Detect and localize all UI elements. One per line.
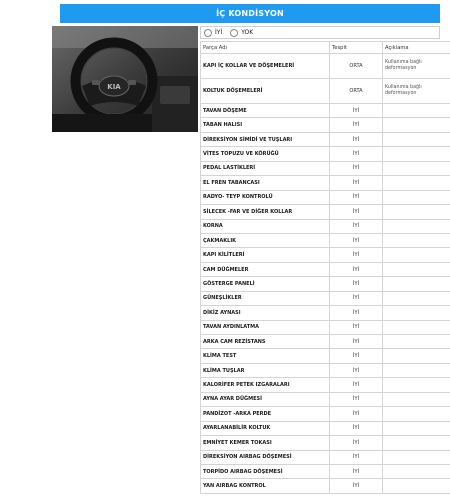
radio-label-none: YOK xyxy=(241,29,254,36)
table-row xyxy=(201,176,450,190)
part-name: KAPI İÇ KOLLAR VE DÖŞEMELERİ xyxy=(201,54,330,79)
table-row xyxy=(201,335,450,349)
table-row xyxy=(201,436,450,450)
part-note xyxy=(383,147,450,161)
header-status: Tespit xyxy=(330,42,383,54)
radio-option-good[interactable] xyxy=(204,29,222,37)
part-name: EMNİYET KEMER TOKASI xyxy=(201,436,330,450)
part-name: KLİMA TUŞLAR xyxy=(201,363,330,377)
part-name: ARKA CAM REZİSTANS xyxy=(201,335,330,349)
part-status: İYİ xyxy=(330,176,383,190)
part-note xyxy=(383,335,450,349)
part-name: KAPI KİLİTLERİ xyxy=(201,248,330,262)
part-status: İYİ xyxy=(330,464,383,478)
part-status: İYİ xyxy=(330,378,383,392)
part-note xyxy=(383,407,450,421)
part-status: İYİ xyxy=(330,277,383,291)
part-note xyxy=(383,132,450,146)
part-name: TABAN HALISI xyxy=(201,118,330,132)
table-row xyxy=(201,291,450,305)
part-name: AYARLANABİLİR KOLTUK xyxy=(201,421,330,435)
part-status: İYİ xyxy=(330,118,383,132)
part-status: İYİ xyxy=(330,205,383,219)
part-status: ORTA xyxy=(330,54,383,79)
condition-radio-group xyxy=(200,26,440,39)
part-note: Kullanıma bağlı deformasyon xyxy=(383,54,450,79)
part-note xyxy=(383,248,450,262)
part-name: ÇAKMAKLIK xyxy=(201,233,330,247)
part-name: KLİMA TEST xyxy=(201,349,330,363)
part-status: İYİ xyxy=(330,248,383,262)
part-name: SİLECEK -FAR VE DİĞER KOLLAR xyxy=(201,205,330,219)
part-status: İYİ xyxy=(330,450,383,464)
part-note xyxy=(383,291,450,305)
part-name: PANDİZOT -ARKA PERDE xyxy=(201,407,330,421)
part-note xyxy=(383,190,450,204)
part-status: İYİ xyxy=(330,335,383,349)
part-note xyxy=(383,378,450,392)
table-row xyxy=(201,161,450,175)
part-status: İYİ xyxy=(330,436,383,450)
part-status: İYİ xyxy=(330,104,383,118)
part-status: İYİ xyxy=(330,161,383,175)
table-row xyxy=(201,421,450,435)
part-status: İYİ xyxy=(330,147,383,161)
table-header-row xyxy=(201,42,450,54)
part-note xyxy=(383,349,450,363)
table-row xyxy=(201,118,450,132)
table-row xyxy=(201,378,450,392)
part-status: İYİ xyxy=(330,233,383,247)
part-note xyxy=(383,421,450,435)
part-name: TAVAN AYDINLATMA xyxy=(201,320,330,334)
interior-photo xyxy=(52,26,198,132)
part-status: İYİ xyxy=(330,479,383,493)
table-row xyxy=(201,464,450,478)
part-name: KORNA xyxy=(201,219,330,233)
part-name: CAM DÜĞMELER xyxy=(201,262,330,276)
table-row xyxy=(201,79,450,104)
table-row xyxy=(201,104,450,118)
part-note xyxy=(383,450,450,464)
part-name: GÜNEŞLİKLER xyxy=(201,291,330,305)
table-row xyxy=(201,132,450,146)
table-row xyxy=(201,248,450,262)
part-name: KALORİFER PETEK IZGARALARI xyxy=(201,378,330,392)
radio-label-good: İYİ xyxy=(215,29,223,36)
part-status: İYİ xyxy=(330,421,383,435)
part-status: İYİ xyxy=(330,262,383,276)
table-row xyxy=(201,54,450,79)
table-row xyxy=(201,349,450,363)
parts-table xyxy=(200,41,450,494)
part-note xyxy=(383,436,450,450)
part-note xyxy=(383,306,450,320)
section-header xyxy=(60,4,440,23)
part-note xyxy=(383,262,450,276)
part-status: ORTA xyxy=(330,79,383,104)
part-name: PEDAL LASTİKLERİ xyxy=(201,161,330,175)
table-row xyxy=(201,320,450,334)
part-note xyxy=(383,320,450,334)
part-status: İYİ xyxy=(330,291,383,305)
part-name: DİREKSİYON SİMİDİ VE TUŞLARI xyxy=(201,132,330,146)
table-row xyxy=(201,147,450,161)
table-row xyxy=(201,306,450,320)
part-note xyxy=(383,392,450,406)
part-note: Kullanıma bağlı deformasyon xyxy=(383,79,450,104)
part-note xyxy=(383,176,450,190)
part-name: AYNA AYAR DÜĞMESİ xyxy=(201,392,330,406)
table-row xyxy=(201,277,450,291)
part-note xyxy=(383,161,450,175)
part-name: KOLTUK DÖŞEMELERİ xyxy=(201,79,330,104)
part-name: EL FREN TABANCASI xyxy=(201,176,330,190)
table-row xyxy=(201,219,450,233)
part-note xyxy=(383,363,450,377)
table-row xyxy=(201,479,450,493)
header-part: Parça Adı xyxy=(201,42,330,54)
table-row xyxy=(201,450,450,464)
part-status: İYİ xyxy=(330,306,383,320)
part-note xyxy=(383,205,450,219)
part-note xyxy=(383,479,450,493)
table-row xyxy=(201,205,450,219)
part-note xyxy=(383,118,450,132)
header-note: Açıklama xyxy=(383,42,450,54)
radio-circle-icon[interactable] xyxy=(204,29,212,37)
part-name: YAN AIRBAG KONTROL xyxy=(201,479,330,493)
table-row xyxy=(201,262,450,276)
part-status: İYİ xyxy=(330,392,383,406)
section-title: İÇ KONDİSYON xyxy=(216,9,284,18)
svg-text:KIA: KIA xyxy=(107,83,121,91)
part-name: GÖSTERGE PANELİ xyxy=(201,277,330,291)
part-note xyxy=(383,464,450,478)
table-row xyxy=(201,392,450,406)
part-name: VİTES TOPUZU VE KÖRÜĞÜ xyxy=(201,147,330,161)
radio-circle-icon[interactable] xyxy=(230,29,238,37)
table-row xyxy=(201,363,450,377)
part-name: DİREKSİYON AIRBAG DÖŞEMESİ xyxy=(201,450,330,464)
part-note xyxy=(383,219,450,233)
part-note xyxy=(383,104,450,118)
part-status: İYİ xyxy=(330,349,383,363)
part-name: TAVAN DÖŞEME xyxy=(201,104,330,118)
radio-option-none[interactable] xyxy=(230,29,253,37)
part-status: İYİ xyxy=(330,363,383,377)
part-status: İYİ xyxy=(330,132,383,146)
table-row xyxy=(201,233,450,247)
table-row xyxy=(201,190,450,204)
part-name: DİKİZ AYNASI xyxy=(201,306,330,320)
part-note xyxy=(383,277,450,291)
part-note xyxy=(383,233,450,247)
table-row xyxy=(201,407,450,421)
part-status: İYİ xyxy=(330,219,383,233)
part-status: İYİ xyxy=(330,320,383,334)
part-name: TORPİDO AIRBAG DÖŞEMESİ xyxy=(201,464,330,478)
part-name: RADYO- TEYP KONTROLÜ xyxy=(201,190,330,204)
part-status: İYİ xyxy=(330,190,383,204)
part-status: İYİ xyxy=(330,407,383,421)
steering-wheel-image xyxy=(52,26,198,132)
